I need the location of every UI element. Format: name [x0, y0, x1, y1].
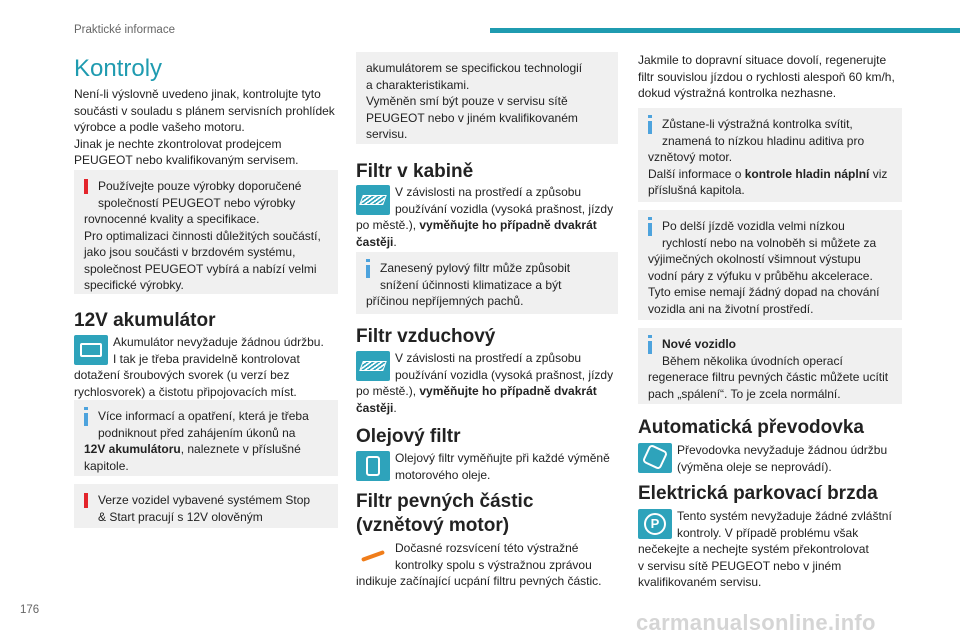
text-line: (výměna oleje se neprovádí).: [677, 459, 832, 474]
regeneration-paragraph: [638, 52, 902, 102]
text-line: V závislosti na prostředí a způsobu: [395, 351, 582, 365]
air-filter-paragraph: [356, 350, 618, 416]
battery-paragraph: [74, 334, 338, 400]
warning-box: [74, 170, 338, 294]
text-line: servisu.: [366, 127, 408, 141]
text-line: specifické výrobky.: [84, 278, 184, 292]
text-line: pach „spálení“. To je zcela normální.: [648, 386, 841, 401]
text-line: příčinou nepříjemných pachů.: [366, 294, 524, 308]
text-line: společnost PEUGEOT vybírá a nabízí velmi: [84, 261, 317, 276]
info-icon: [648, 223, 652, 236]
bold-term: vyměňujte ho případně dvakrát: [419, 384, 597, 398]
info-box: [356, 252, 618, 314]
text-line: [356, 234, 618, 251]
text-line: a charakteristikami.: [366, 77, 470, 92]
text-line: V závislosti na prostředí a způsobu: [395, 185, 582, 199]
text-line: používání vozidla (vysoká prašnost, jízdy: [395, 367, 614, 382]
text-line: jako jsou součásti v brzdovém systému,: [84, 245, 296, 259]
text-run: po městě.),: [356, 384, 420, 398]
bold-term: vyměňujte ho případně dvakrát: [419, 218, 597, 232]
section-heading-oil-filter: Olejový filtr: [356, 426, 461, 447]
section-heading-battery: 12V akumulátor: [74, 310, 216, 331]
text-line: podniknout před zahájením úkonů na: [98, 425, 296, 440]
text-line: [648, 336, 892, 353]
text-line: [356, 217, 618, 234]
info-icon: [648, 121, 652, 134]
text-line: Není-li výslovně uvedeno jinak, kontrolujte tyto: [74, 87, 321, 101]
text-run: viz: [869, 166, 888, 181]
info-icon: [84, 413, 88, 426]
section-heading-air-filter: Filtr vzduchový: [356, 326, 496, 347]
text-line: společností PEUGEOT nebo výrobky: [98, 195, 296, 210]
text-line: Tento systém nevyžaduje žádné zvláštní: [677, 509, 892, 523]
text-line: I tak je třeba pravidelně kontrolovat: [113, 351, 300, 366]
text-line: & Start pracují s 12V olověným: [98, 509, 263, 524]
bold-term: kontrole hladin náplní: [744, 166, 870, 181]
text-run: .: [393, 234, 397, 249]
info-box: [638, 328, 902, 404]
text-line: Jakmile to dopravní situace dovolí, regenerujte: [638, 53, 887, 67]
info-box: [74, 400, 338, 476]
watermark: carmanualsonline.info: [636, 610, 876, 635]
text-line: [648, 166, 892, 183]
text-line: nečekejte a nechejte systém překontrolovat: [638, 542, 869, 556]
bold-term: častěji: [356, 400, 394, 415]
text-line: snížení účinnosti klimatizace a být: [380, 277, 562, 292]
text-line: Jinak je nechte zkontrolovat prodejcem: [74, 136, 282, 151]
section-heading-cabin-filter: Filtr v kabině: [356, 161, 474, 182]
text-line: Tyto emise nemají žádný dopad na chování: [648, 285, 880, 299]
text-line: dotažení šroubových svorek (u verzí bez: [74, 368, 290, 382]
text-line: vznětový motor.: [648, 150, 733, 164]
info-icon: [366, 265, 370, 278]
gearbox-icon: [638, 443, 672, 473]
text-line: akumulátorem se specifickou technologií: [366, 61, 583, 75]
text-line: dokud výstražná kontrolka nezhasne.: [638, 86, 837, 100]
battery-icon: [74, 335, 108, 365]
warning-icon: [84, 493, 88, 508]
info-icon: [648, 341, 652, 354]
text-line: Více informací a opatření, která je třeba: [98, 409, 309, 423]
text-run: po městě.),: [356, 218, 420, 232]
text-run: Další informace o: [648, 166, 745, 181]
text-line: motorového oleje.: [395, 467, 491, 482]
text-line: Během několika úvodních operací: [662, 353, 843, 368]
warning-box: [74, 484, 338, 528]
running-head: Praktické informace: [74, 24, 175, 36]
text-line: součásti v souladu s plánem servisních prohlídek: [74, 103, 335, 118]
bold-term: Nové vozidlo: [662, 337, 737, 351]
text-line: rovnocenné kvality a specifikace.: [84, 212, 260, 226]
text-line: výjimečných okolností všimnout výstupu: [648, 252, 861, 266]
gearbox-paragraph: [638, 442, 902, 475]
text-line: vozidla ani na životní prostředí.: [648, 301, 814, 316]
text-line: příslušná kapitola.: [648, 183, 745, 197]
section-heading-particle-filter: Filtr pevných částic: [356, 491, 534, 512]
text-run: , naleznete v příslušné: [180, 442, 301, 456]
text-line: kvalifikovaném servisu.: [638, 575, 762, 589]
text-line: [84, 441, 328, 458]
air-filter-icon: [356, 351, 390, 381]
info-box: [638, 210, 902, 320]
text-line: regenerace filtru pevných částic můžete ucítit: [648, 370, 889, 384]
text-line: Používejte pouze výrobky doporučené: [98, 179, 302, 193]
text-line: Verze vozidel vybavené systémem Stop: [98, 493, 311, 507]
section-heading-particle-filter-sub: (vznětový motor): [356, 515, 510, 536]
oil-filter-icon: [356, 451, 390, 481]
text-line: [356, 400, 618, 417]
text-line: kapitole.: [84, 458, 129, 473]
text-line: Po delší jízdě vozidla velmi nízkou: [662, 219, 845, 233]
text-line: používání vozidla (vysoká prašnost, jízdy: [395, 201, 614, 216]
text-line: indikuje začínající ucpání filtru pevných částic.: [356, 574, 602, 588]
bold-term: 12V akumulátoru: [84, 442, 181, 456]
text-line: rychlostí nebo na volnoběh si můžete za: [662, 235, 877, 250]
parking-brake-icon: P: [638, 509, 672, 539]
text-line: Dočasné rozsvícení této výstražné: [395, 541, 579, 555]
text-line: rychlosvorek) a čistotu připojovacích míst.: [74, 384, 297, 399]
text-line: PEUGEOT nebo v jiném kvalifikovaném: [366, 110, 578, 125]
text-line: Zanesený pylový filtr může způsobit: [380, 261, 571, 275]
text-line: Zůstane-li výstražná kontrolka svítit,: [662, 117, 853, 131]
text-line: Vyměněn smí být pouze v servisu sítě: [366, 94, 568, 108]
text-run: .: [393, 400, 397, 415]
text-line: Olejový filtr vyměňujte při každé výměně: [395, 451, 610, 465]
wrench-icon: [356, 541, 390, 571]
bold-term: častěji: [356, 234, 394, 249]
cabin-filter-icon: [356, 185, 390, 215]
text-line: znamená to nízkou hladinu aditiva pro: [662, 133, 865, 148]
warning-icon: [84, 179, 88, 194]
text-line: v servisu sítě PEUGEOT nebo v jiném: [638, 558, 842, 573]
text-line: [356, 383, 618, 400]
text-line: filtr souvislou jízdou o rychlosti alespoň 60 km/h,: [638, 69, 895, 84]
particle-filter-paragraph: [356, 540, 618, 590]
text-line: výrobce a podle vašeho motoru.: [74, 120, 245, 134]
intro-paragraph: [74, 86, 338, 169]
page-title: Kontroly: [74, 55, 163, 82]
section-heading-automatic-gearbox: Automatická převodovka: [638, 417, 864, 438]
warning-box-continued: [356, 52, 618, 144]
text-line: PEUGEOT nebo kvalifikovaným servisem.: [74, 153, 299, 167]
text-line: Pro optimalizaci činnosti důležitých součástí,: [84, 228, 321, 243]
text-line: Akumulátor nevyžaduje žádnou údržbu.: [113, 335, 324, 349]
info-box: [638, 108, 902, 202]
cabin-filter-paragraph: [356, 184, 618, 250]
parking-brake-paragraph: [638, 508, 902, 591]
text-line: kontrolky spolu s výstražnou zprávou: [395, 557, 592, 572]
page-number: 176: [20, 604, 40, 616]
header-accent-bar: [490, 28, 960, 33]
oil-filter-paragraph: [356, 450, 618, 483]
text-line: kontroly. V případě problému však: [677, 525, 859, 540]
text-line: vodní páry z výfuku v průběhu akcelerace.: [648, 268, 873, 283]
text-line: Převodovka nevyžaduje žádnou údržbu: [677, 443, 888, 457]
section-heading-parking-brake: Elektrická parkovací brzda: [638, 483, 878, 504]
